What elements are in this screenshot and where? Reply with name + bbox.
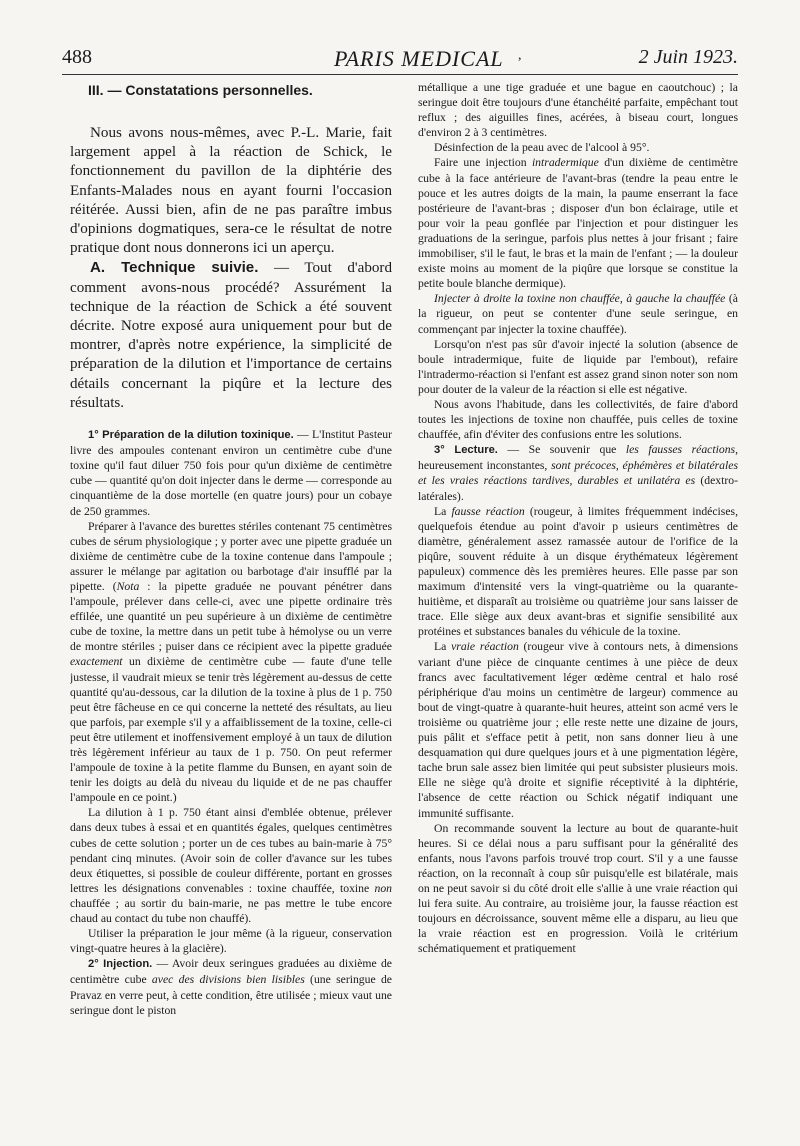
- prep-paragraph: [70, 427, 392, 519]
- injecter-text: (à la rigueur, on peut se contenter d'une seule seringue, en commençant par injecter la toxine chauffée).: [418, 292, 738, 336]
- injection-paragraph: [70, 956, 392, 1017]
- vraie-reaction-paragraph: [418, 639, 738, 820]
- technique-paragraph: [70, 258, 392, 413]
- vraie-italic: vraie réaction: [451, 640, 519, 654]
- header-rule: [62, 74, 738, 75]
- dilution-text-a: La dilution à 1 p. 750 étant ainsi d'emblée obtenue, prélever dans deux tubes à essai et en quantités égales, quelques centimètres cubes de cette solution ; porter un de ces tubes au bain-marie à 75° pendant cinq minutes. (Avoir soin de coller d'avance sur les tubes deux étiquettes, si possible de couleur différente, portant en grosses lettres les désignations convenables : toxine chauffée, toxine: [70, 806, 392, 895]
- utiliser-paragraph: Utiliser la préparation le jour même (à la rigueur, conservation vingt-quatre heures à la glacière).: [70, 927, 392, 956]
- intradermal-text-b: d'un dixième de centimètre cube à la face antérieure de l'avant-bras (tendre la peau entre le pouce et les autres doigts de la main, la paume enserrant la face postérieure de l'avant-bras ; disposer d'un bon éclairage, utile et pour voir la peau gonflée par l'injection et pour distinguer les graduations de la seringue, parfois plus nettes à jour frisant ; faire immobiliser, s'il le faut, le bras et la main de l'enfant ; — la douleur existe moins au moment de la piqûre que lorsque se constitue la petite boule blanche dermique).: [418, 156, 738, 291]
- fausse-reaction-paragraph: [418, 504, 738, 640]
- dilution-paragraph: [70, 805, 392, 926]
- injecter-paragraph: [418, 291, 738, 336]
- injection-italic: avec des divisions bien lisibles: [151, 973, 305, 987]
- page-number: 488: [62, 46, 92, 68]
- dilution-text-b: chauffée ; au sortir du bain-marie, ne pas mettre le tube encore chaud au contact du tube non chauffé).: [70, 896, 392, 926]
- injection-text-b: (une seringue de Pravaz en verre peut, à cette condition, être utilisée ; mieux vaut une seringue dont le piston: [70, 973, 392, 1017]
- header-separator: ,: [518, 48, 522, 63]
- injection-heading: 2° Injection.: [88, 958, 153, 971]
- section-title: III. — Constatations personnelles.: [88, 82, 313, 98]
- exactement-word: exactement: [70, 655, 123, 669]
- vraie-text-a: La: [434, 640, 452, 654]
- habitude-paragraph: Nous avons l'habitude, dans les collectivités, de faire d'abord toutes les injections de toxine non chauffée, puis celles de toxine chauffée, afin d'éviter des confusions entre les solutions.: [418, 397, 738, 442]
- small-text-block: [70, 427, 392, 1018]
- burettes-text-a: Préparer à l'avance des burettes stériles contenant 75 centimètres cubes de sérum physiologique ; y porter avec une pipette graduée un dixième de centimètre cube de la toxine contenue dans l'ampoule ; assurer le mélange par agitation ou barbotage d'air insufflé par la pipette. (: [70, 519, 392, 593]
- issue-date: 2 Juin 1923.: [638, 46, 738, 68]
- intradermal-italic: intradermique: [531, 156, 599, 170]
- fausse-text-b: (rougeur, à limites fréquemment indécises, quelquefois étendue au point d'avoir p usieurs centimètres de diamètre, généralement assez ramassée autour de l'orifice de la piqûre, souvent réduite à un disque érythémateux légèrement papuleux) commence dès les premières heures. Elle passe par son maximum d'intensité vers la vingt-quatrième ou la quarante-huitième, et disparaît au troisième ou quatrième jour sans laisser de trace. Elle siège aux deux avant-bras et signifie sensibilité aux protéines et substances banales du véhicule de la toxine.: [418, 504, 738, 639]
- fausse-text-a: La: [434, 504, 452, 518]
- lorsqu-paragraph: Lorsqu'on n'est pas sûr d'avoir injecté la solution (absence de boule intradermique, fuite de liquide par l'embout), refaire l'intradermo-réaction si l'enfant est assez grand sinon noter son nom pour douter de la valeur de la réaction si elle est négative.: [418, 337, 738, 396]
- page-header: [62, 46, 738, 72]
- desinfection-paragraph: Désinfection de la peau avec de l'alcool à 95°.: [434, 141, 650, 155]
- right-column: [418, 80, 738, 1125]
- technique-text: — Tout d'abord comment avons-nous procédé? Assurément la technique de la réaction de Schick a été souvent décrite. Notre exposé aura uniquement pour but de montrer, d'après notre expérience, la simplicité de préparation de la dilution et l'importance de certains détails concernant la piqûre et la lecture des résultats.: [70, 260, 392, 411]
- journal-title: PARIS MEDICAL: [334, 46, 504, 71]
- nota-label: Nota: [116, 579, 140, 593]
- technique-heading: A. Technique suivie.: [90, 259, 259, 277]
- lecture-text-c: (dextro-latérales).: [418, 474, 738, 503]
- vraie-text-b: (rougeur vive à contours nets, à dimensions variant d'une pièce de cinquante centimes à une pièce de deux francs avec facultativement léger œdème central et halo rosé périphérique d'au moins un centimètre de largeur) commence au bout de vingt-quatre à quarante-huit heures, atteint son acmé vers le troisième ou quatrième jour ; elle reste nette une dizaine de jours, puis pâlit et s'efface petit à petit, non sans donner lieu à une desquamation qui dure quelques jours et à une pigmentation légère, tache brun sale assez bien limitée qui peut subsister plusieurs mois. Elle ne siège qu'à droite et signifie réceptivité à la diphtérie, l'absence de cette réaction ou Schick négatif indiquant une immunité suffisante.: [418, 640, 738, 820]
- intradermal-text-a: Faire une injection: [434, 156, 532, 170]
- prep-text: — L'Institut Pasteur livre des ampoules contenant environ un centimètre cube d'une toxine qu'il faut diluer 750 fois pour qu'un dixième de centimètre cube — quantité qu'on doit injecter dans le derme — corresponde au cinquantième de la dose mortelle (en quatre jours) pour un cobaye de 250 grammes.: [70, 428, 392, 518]
- burettes-text-b: : la pipette graduée ne pouvant pénétrer dans l'ampoule, prélever dans celle-ci, avec une pipette ordinaire très effilée, une quantité un peu supérieure à un dixième de centimètre cube de toxine, la mettre dans un petit tube à hémolyse ou un verre de montre stériles ; puiser dans ce récipient avec la pipette graduée: [70, 579, 392, 654]
- continuation-paragraph: métallique a une tige graduée et une bague en caoutchouc) ; la seringue doit être toujours d'une étanchéité parfaite, empêchant tout reflux ; des aiguilles fines, acérées, à biseau court, longues d'environ 2 à 3 centimètres.: [418, 81, 738, 140]
- intro-paragraph: Nous avons nous-mêmes, avec P.-L. Marie, fait largement appel à la réaction de Schick, le fonctionnement du pavillon de la diphtérie des Enfants-Malades nous en ayant fourni l'occasion réitérée. Aussi bien, afin de ne pas paraître imbus d'opinions dogmatiques, sera-ce le résultat de notre pratique dont nous donnerons ici un aperçu.: [70, 125, 392, 257]
- intradermal-paragraph: [418, 155, 738, 291]
- lecture-italic-2: sont précoces, éphémères et bilatérales et les vraies réactions tardives, durables et unilatéra es: [418, 459, 738, 488]
- recommandation-paragraph: On recommande souvent la lecture au bout de quarante-huit heures. Si ce délai nous a paru suffisant pour la généralité des enfants, nous l'avons parfois trouvé trop court. S'il y a une fausse réaction, on la reconnaît à coup sûr puisqu'elle est bilatérale, mais on ne peut savoir si du côté droit elle s'allie à une vraie réaction qui lui fera suite. Au contraire, au troisième jour, la fausse réaction est toujours en décroissance, souvent même elle a disparu, au lieu que la vraie réaction est en progression. Voilà le critérium schématiquement et pratiquement: [418, 821, 738, 956]
- lecture-text-b: , heureusement inconstantes,: [418, 443, 738, 473]
- non-word: non: [374, 881, 392, 895]
- large-text-block: [70, 124, 392, 413]
- prep-heading: 1° Préparation de la dilution toxinique.: [88, 429, 294, 442]
- injecter-italic: Injecter à droite la toxine non chauffée, à gauche la chauffée: [434, 292, 726, 306]
- lecture-italic-1: les fausses réactions: [625, 443, 736, 457]
- injection-text-a: — Avoir deux seringues graduées au dixième de centimètre cube: [70, 957, 392, 987]
- lecture-heading: 3° Lecture.: [434, 444, 498, 457]
- lecture-paragraph: [418, 442, 738, 503]
- lecture-text-a: — Se souvenir que: [497, 443, 626, 457]
- burettes-paragraph: [70, 519, 392, 806]
- left-column: [70, 80, 392, 1125]
- fausse-italic: fausse réaction: [451, 504, 525, 518]
- burettes-text-c: un dixième de centimètre cube — faute d'une telle justesse, il vaudrait mieux se tenir très légèrement au-dessus de cette quantité qu'au-dessous, car la dilution de la toxine à plus de 1 p. 750 peut être fâcheuse en ce qui concerne la netteté des résultats, au lieu que parfois, par exemple s'il y a affaiblissement de la toxine, celle-ci peut être utilement et inoffensivement employé à un taux de dilution très légèrement inférieur au taux de 1 p. 750. On peut refermer l'ampoule de toxine à la petite flamme du Bunsen, en ayant soin de tenir les doigts au delà du niveau du liquide et de ne pas chauffer l'ampoule en ce point.): [70, 655, 392, 805]
